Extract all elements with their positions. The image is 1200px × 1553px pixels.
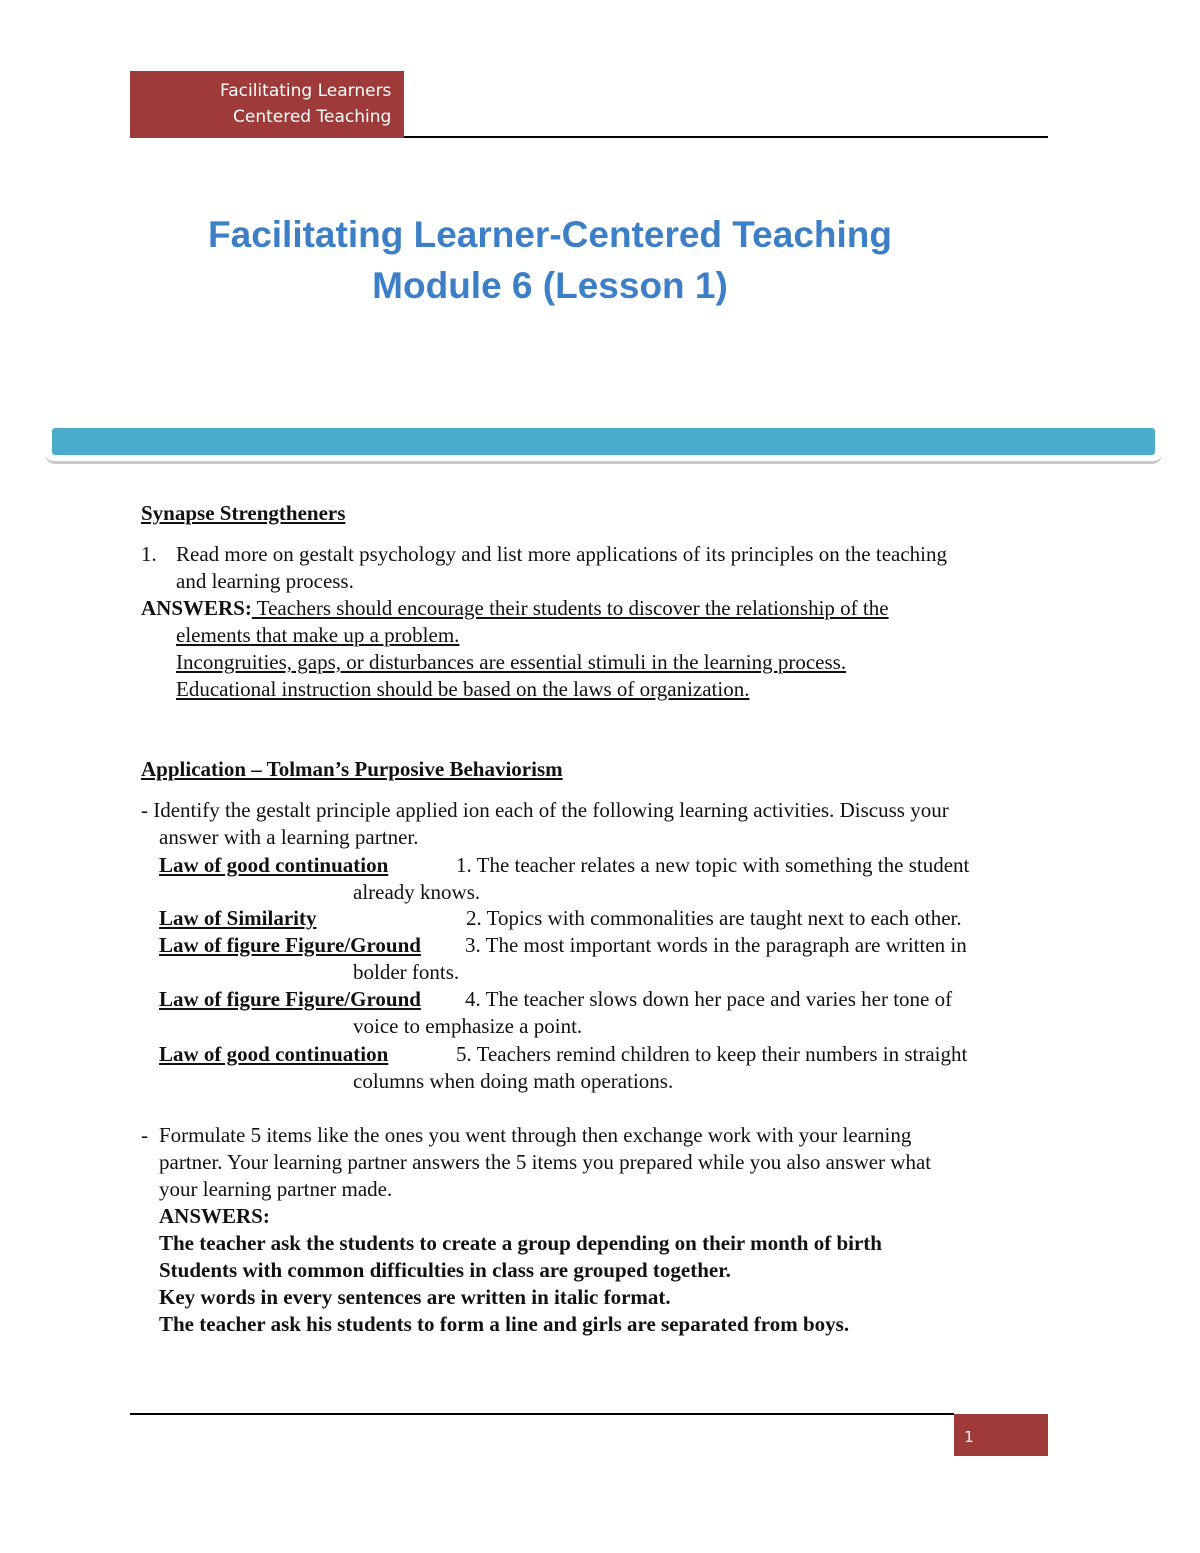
synapse-heading: Synapse Strengtheners xyxy=(141,501,346,525)
item-1-law: Law of good continuation xyxy=(159,853,389,877)
formulate-line-3: your learning partner made. xyxy=(159,1177,393,1201)
synapse-answer-line-2: elements that make up a problem. xyxy=(176,623,460,647)
item-1-text-line-2: already knows. xyxy=(353,880,481,904)
formulate-answer-4: The teacher ask his students to form a line and girls are separated from boys. xyxy=(159,1312,850,1336)
synapse-item-line-2: and learning process. xyxy=(176,569,354,593)
header-line-2: Centered Teaching xyxy=(233,107,392,127)
application-heading: Application – Tolman’s Purposive Behaviorism xyxy=(141,757,563,781)
item-5-text-line-2: columns when doing math operations. xyxy=(353,1069,674,1093)
item-2-law: Law of Similarity xyxy=(159,906,317,930)
item-3-text-line-1: 3. The most important words in the paragraph are written in xyxy=(465,933,967,957)
page-title: Facilitating Learner-Centered Teaching xyxy=(208,214,892,255)
formulate-line-2: partner. Your learning partner answers the 5 items you prepared while you also answer what xyxy=(159,1150,932,1174)
formulate-answers-label: ANSWERS: xyxy=(159,1204,270,1228)
item-3-law: Law of figure Figure/Ground xyxy=(159,933,421,957)
synapse-answers-label: ANSWERS: xyxy=(141,596,252,620)
formulate-answer-1: The teacher ask the students to create a group depending on their month of birth xyxy=(159,1231,882,1255)
application-intro-line-1: - Identify the gestalt principle applied ion each of the following learning activities. Discuss your xyxy=(141,798,949,822)
formulate-line-1: Formulate 5 items like the ones you went through then exchange work with your learning xyxy=(159,1123,912,1147)
item-5-law: Law of good continuation xyxy=(159,1042,389,1066)
page-number: 1 xyxy=(964,1428,974,1446)
synapse-item-line-1: Read more on gestalt psychology and list more applications of its principles on the teaching xyxy=(176,542,947,566)
page-subtitle: Module 6 (Lesson 1) xyxy=(372,265,728,306)
item-3-text-line-2: bolder fonts. xyxy=(353,960,460,984)
item-4-text-line-2: voice to emphasize a point. xyxy=(353,1014,583,1038)
item-5-text-line-1: 5. Teachers remind children to keep their numbers in straight xyxy=(456,1042,968,1066)
item-4-text-line-1: 4. The teacher slows down her pace and varies her tone of xyxy=(465,987,953,1011)
divider-bar xyxy=(52,428,1155,455)
synapse-answer-line-4: Educational instruction should be based on the laws of organization. xyxy=(176,677,750,701)
item-2-text-line-1: 2. Topics with commonalities are taught next to each other. xyxy=(466,906,962,930)
formulate-dash: - xyxy=(141,1123,148,1147)
header-line-1: Facilitating Learners xyxy=(220,81,392,101)
header-rule xyxy=(404,136,1048,138)
item-1-text-line-1: 1. The teacher relates a new topic with something the student xyxy=(456,853,970,877)
formulate-answer-2: Students with common difficulties in class are grouped together. xyxy=(159,1258,731,1282)
footer-rule xyxy=(130,1413,954,1415)
synapse-answer-line-1 xyxy=(141,595,889,622)
formulate-answer-3: Key words in every sentences are written in italic format. xyxy=(159,1285,671,1309)
synapse-answer-text-1: Teachers should encourage their students to discover the relationship of the xyxy=(251,596,889,620)
application-intro-line-2: answer with a learning partner. xyxy=(159,825,419,849)
item-4-law: Law of figure Figure/Ground xyxy=(159,987,421,1011)
synapse-answer-line-3: Incongruities, gaps, or disturbances are essential stimuli in the learning process. xyxy=(176,650,847,674)
synapse-item-number: 1. xyxy=(141,542,157,566)
